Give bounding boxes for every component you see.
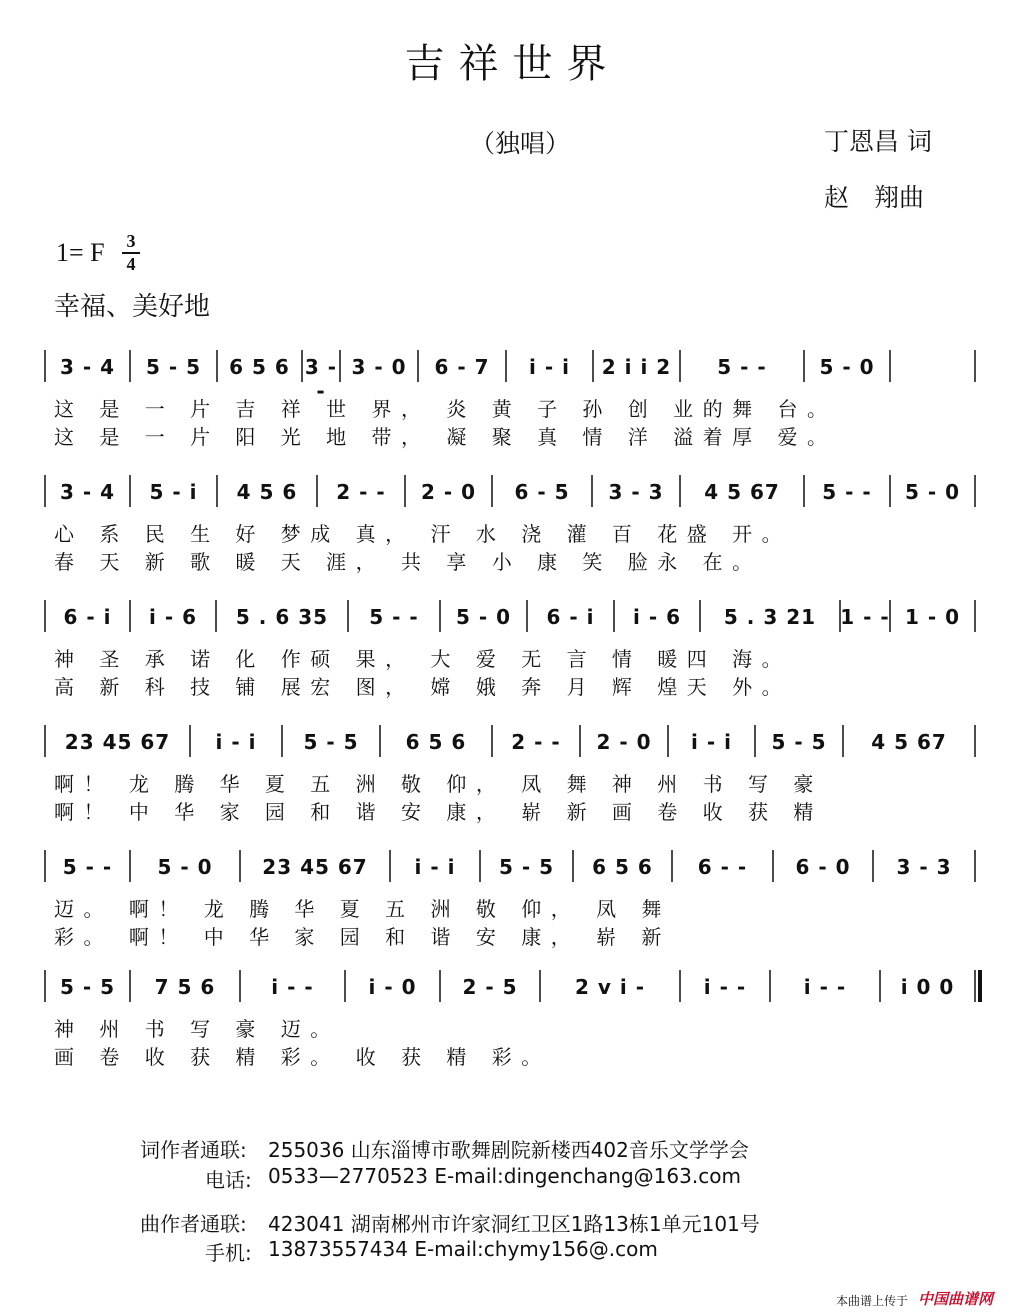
- measure: 23 45 67: [64, 730, 171, 754]
- measure: 5 - 0: [455, 605, 512, 629]
- measure: 2 - -: [336, 480, 386, 504]
- measure: i 0 0: [900, 975, 955, 999]
- lyric-line-1: 神 州 书 写 豪 迈。: [54, 1017, 340, 1041]
- measure: 23 45 67: [262, 855, 368, 879]
- time-signature-bottom: 4: [126, 254, 136, 274]
- measure: 2 - 0: [596, 730, 652, 754]
- lyric-line-1: 这 是 一 片 吉 祥 世 界， 炎 黄 子 孙 创 业的舞 台。: [54, 397, 837, 421]
- composer-contact-label: 曲作者通联:: [140, 1212, 247, 1236]
- measure: 5 - 5: [303, 730, 359, 754]
- measure: i - i: [529, 355, 570, 379]
- measure: 2 - 0: [420, 480, 477, 504]
- measure: 5 - -: [822, 480, 872, 504]
- measure: i - 6: [633, 605, 681, 629]
- measure: 5 - -: [369, 605, 419, 629]
- measure: 6 - -: [697, 855, 748, 879]
- lyric-line-2: 画 卷 收 获 精 彩。 收 获 精 彩。: [54, 1045, 551, 1069]
- lyric-line-2: 高 新 科 技 铺 展宏 图， 嫦 娥 奔 月 辉 煌天 外。: [54, 675, 792, 699]
- lyric-line-1: 迈。 啊！ 龙 腾 华 夏 五 洲 敬 仰， 凤 舞: [54, 897, 671, 921]
- measure: 4 5 6: [236, 480, 298, 504]
- measure: 6 - 5: [514, 480, 570, 504]
- site-logo: 中国曲谱网: [918, 1290, 994, 1308]
- time-signature-top: 3: [126, 231, 136, 251]
- lyric-line-2: 啊！ 中 华 家 园 和 谐 安 康， 崭 新 画 卷 收 获 精: [54, 800, 823, 824]
- measure: 2 i i 2: [601, 355, 672, 379]
- lyric-line-1: 啊！ 龙 腾 华 夏 五 洲 敬 仰， 凤 舞 神 州 书 写 豪: [54, 772, 823, 796]
- performance-type: （独唱）: [470, 129, 571, 158]
- measure: 2 - -: [511, 730, 561, 754]
- lyricist-address: 255036 山东淄博市歌舞剧院新楼西402音乐文学学会: [268, 1138, 749, 1162]
- key-signature: 1= F: [56, 238, 105, 267]
- measure: 4 5 67: [704, 480, 780, 504]
- lyric-line-1: 神 圣 承 诺 化 作硕 果， 大 爱 无 言 情 暖四 海。: [54, 647, 792, 671]
- upload-note: 本曲谱上传于: [836, 1294, 909, 1308]
- lyric-line-2: 春 天 新 歌 暖 天 涯， 共 享 小 康 笑 脸永 在。: [54, 550, 762, 574]
- lyricist-contact-label: 词作者通联:: [140, 1138, 247, 1162]
- composer-address: 423041 湖南郴州市许家洞红卫区1路13栋1单元101号: [268, 1212, 760, 1236]
- measure: 6 - i: [63, 605, 112, 629]
- measure: 5 - -: [717, 355, 767, 379]
- measure: 6 - i: [546, 605, 595, 629]
- measure: 6 - 0: [795, 855, 851, 879]
- measure: i - 6: [149, 605, 197, 629]
- measure: 3 - 3: [608, 480, 664, 504]
- measure: i - i: [414, 855, 456, 879]
- measure: 5 - 0: [904, 480, 961, 504]
- measure: i - i: [691, 730, 732, 754]
- measure: 5 - 5: [145, 355, 202, 379]
- lyric-line-2: 这 是 一 片 阳 光 地 带， 凝 聚 真 情 洋 溢着厚 爱。: [54, 425, 837, 449]
- composer-phone-label: 手机:: [205, 1241, 252, 1265]
- measure: i - i: [215, 730, 257, 754]
- measure: i - -: [271, 975, 314, 999]
- measure: 5 - 0: [819, 355, 875, 379]
- measure: 3 - -: [304, 355, 338, 403]
- measure: 3 - 3: [896, 855, 952, 879]
- measure: 5 - i: [149, 480, 198, 504]
- measure: 6 - 7: [434, 355, 490, 379]
- measure: 3 - 4: [59, 480, 116, 504]
- measure: 4 5 67: [871, 730, 947, 754]
- measure: i - -: [803, 975, 847, 999]
- measure: 3 - 4: [59, 355, 116, 379]
- measure: i - 0: [368, 975, 417, 999]
- measure: 5 . 6 35: [235, 605, 329, 629]
- measure: 6 5 6: [405, 730, 467, 754]
- measure: 5 - -: [62, 855, 113, 879]
- song-title: 吉祥世界: [404, 41, 621, 87]
- measure: 5 - 0: [157, 855, 213, 879]
- lyric-line-2: 彩。 啊！ 中 华 家 园 和 谐 安 康， 崭 新: [54, 925, 671, 949]
- measure: 1 - -: [840, 605, 890, 629]
- measure: 7 5 6: [154, 975, 216, 999]
- measure: 3 - 0: [351, 355, 407, 379]
- measure: 5 - 5: [59, 975, 116, 999]
- measure: 2 - 5: [462, 975, 518, 999]
- tempo-marking: 幸福、美好地: [54, 292, 211, 322]
- composer-phone: 13873557434 E-mail:chymy156@.com: [268, 1237, 658, 1261]
- measure: 5 - 5: [771, 730, 827, 754]
- measure: 6 5 6: [592, 855, 653, 879]
- measure: 5 - 5: [498, 855, 555, 879]
- lyric-line-1: 心 系 民 生 好 梦成 真， 汗 水 浇 灌 百 花盛 开。: [54, 522, 792, 546]
- lyricist-credit: 丁恩昌 词: [824, 127, 932, 156]
- measure: i - -: [703, 975, 747, 999]
- composer-credit: 赵 翔曲: [824, 183, 925, 212]
- measure: 2 v i -: [575, 975, 645, 999]
- lyricist-phone: 0533—2770523 E-mail:dingenchang@163.com: [268, 1164, 741, 1188]
- measure: 6 5 6: [229, 355, 290, 379]
- measure: 1 - 0: [904, 605, 961, 629]
- measure: 5 . 3 21: [723, 605, 817, 629]
- lyricist-phone-label: 电话:: [205, 1168, 252, 1192]
